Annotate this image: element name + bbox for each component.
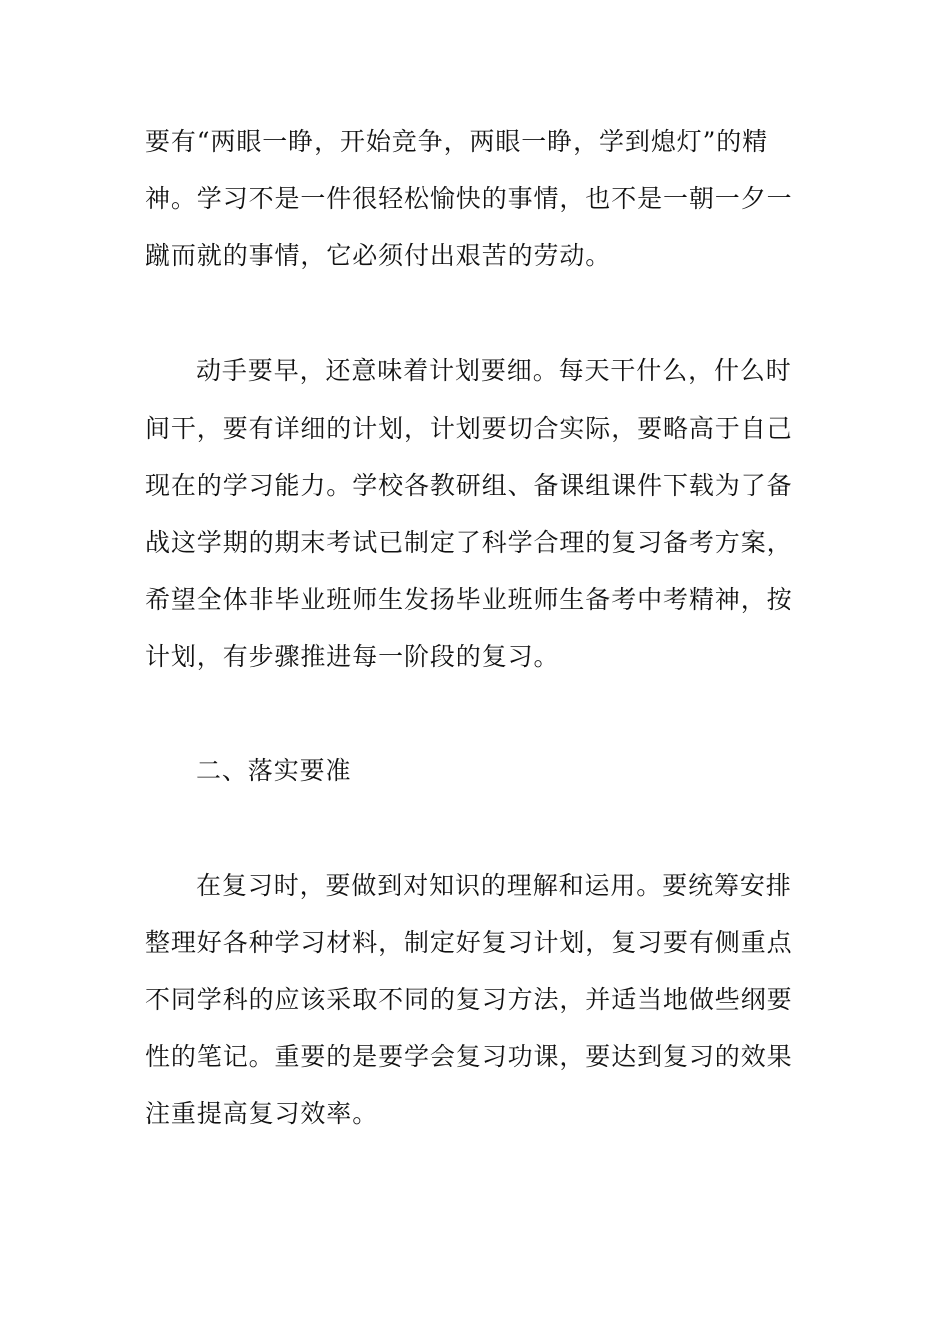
paragraph-1-line-1: 要有“两眼一睁，开始竞争，两眼一睁，学到熄灯”的精	[145, 127, 769, 156]
paragraph-2-line-5: 希望全体非毕业班师生发扬毕业班师生备考中考精神，按	[145, 585, 793, 614]
paragraph-1-line-2: 神。学习不是一件很轻松愉快的事情，也不是一朝一夕一	[145, 184, 793, 213]
paragraph-2-line-1: 动手要早，还意味着计划要细。每天干什么，什么时	[196, 356, 792, 385]
paragraph-2-line-3: 现在的学习能力。学校各教研组、备课组课件下载为了备	[145, 471, 793, 500]
paragraph-1-line-3: 蹴而就的事情，它必须付出艰苦的劳动。	[145, 241, 612, 270]
paragraph-3-line-5: 注重提高复习效率。	[145, 1099, 379, 1128]
paragraph-3-line-2: 整理好各种学习材料，制定好复习计划，复习要有侧重点	[145, 928, 793, 957]
paragraph-2-line-6: 计划，有步骤推进每一阶段的复习。	[145, 642, 560, 671]
paragraph-3-line-1: 在复习时，要做到对知识的理解和运用。要统筹安排	[196, 871, 792, 900]
section-heading: 二、落实要准	[196, 756, 352, 785]
paragraph-2-line-2: 间干，要有详细的计划，计划要切合实际，要略高于自己	[145, 414, 793, 443]
paragraph-3-line-4: 性的笔记。重要的是要学会复习功课，要达到复习的效果	[145, 1042, 793, 1071]
paragraph-3-line-3: 不同学科的应该采取不同的复习方法，并适当地做些纲要	[145, 985, 793, 1014]
paragraph-2-line-4: 战这学期的期末考试已制定了科学合理的复习备考方案，	[145, 528, 793, 557]
